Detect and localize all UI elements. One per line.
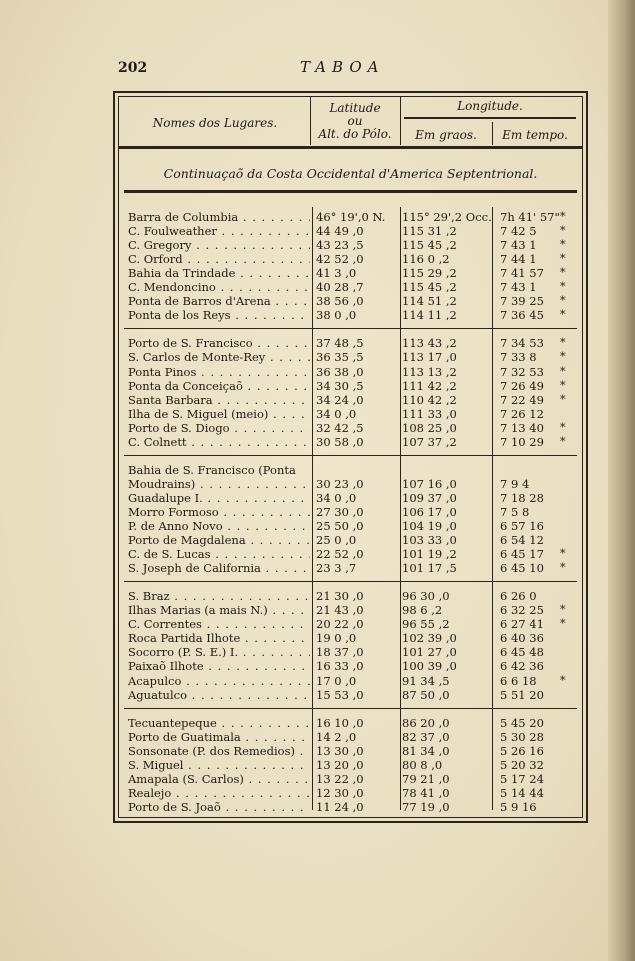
place-name: S. Miguel . . . — [128, 758, 310, 772]
longitude-time-cell: 7 32 53 — [500, 364, 544, 379]
longitude-time-cell: 7 36 45 — [500, 308, 544, 323]
longitude-degrees-cell: 81 34 ,0 — [402, 743, 450, 758]
star-mark: * — [560, 420, 566, 434]
star-mark: * — [560, 238, 566, 252]
latitude-cell: 38 56 ,0 — [316, 294, 364, 309]
longitude-degrees-cell: 115 29 ,2 — [402, 266, 457, 281]
place-name: Sonsonate (P. dos Remedios) . . . — [128, 744, 310, 758]
longitude-time-cell: 7 42 5 — [500, 224, 537, 239]
longitude-degrees-cell: 98 6 ,2 — [402, 603, 443, 618]
place-name: Ponta de Barros d'Arena . . . — [128, 294, 310, 308]
latitude-cell: 30 58 ,0 — [316, 434, 364, 449]
latitude-cell: 38 0 ,0 — [316, 308, 357, 323]
star-mark: * — [560, 547, 566, 561]
latitude-cell: 40 28 ,7 — [316, 280, 364, 295]
place-name: Bahia da Trindade . . . — [128, 266, 310, 280]
longitude-degrees-cell: 101 17 ,5 — [402, 561, 457, 576]
place-name: Roca Partida Ilhote . . . — [128, 631, 310, 645]
longitude-time-cell: 5 45 20 — [500, 715, 544, 730]
longitude-degrees-cell: 103 33 ,0 — [402, 533, 457, 548]
star-mark: * — [560, 378, 566, 392]
latitude-cell: 30 23 ,0 — [316, 476, 364, 491]
place-name: Barra de Columbia . . . — [128, 210, 310, 224]
longitude-time-cell: 5 51 20 — [500, 687, 544, 702]
star-mark: * — [560, 294, 566, 308]
star-mark: * — [560, 210, 566, 223]
longitude-degrees-cell: 78 41 ,0 — [402, 785, 450, 800]
latitude-cell: 34 0 ,0 — [316, 406, 357, 421]
longitude-degrees-cell: 114 51 ,2 — [402, 294, 457, 309]
place-name: Ilhas Marias (a mais N.) . . . — [128, 603, 310, 617]
place-name: Socorro (P. S. E.) I. . . . — [128, 645, 310, 659]
group-separator — [124, 581, 577, 582]
longitude-time-cell: 5 14 44 — [500, 785, 544, 800]
longitude-time-cell: 6 42 36 — [500, 659, 544, 674]
latitude-cell: 16 10 ,0 — [316, 715, 364, 730]
longitude-time-cell: 6 27 41 — [500, 617, 544, 632]
place-name: Ponta de los Reys . . . — [128, 308, 310, 322]
longitude-degrees-cell: 113 17 ,0 — [402, 350, 457, 365]
header-lat-1: Latitude — [329, 101, 381, 115]
latitude-cell: 13 20 ,0 — [316, 757, 364, 772]
longitude-time-cell: 7 43 1 — [500, 280, 537, 295]
place-name: S. Braz . . . — [128, 589, 310, 603]
group-separator — [124, 328, 577, 329]
table-frame-inner — [118, 96, 583, 818]
place-name: Amapala (S. Carlos) . . . — [128, 772, 310, 786]
star-mark: * — [560, 392, 566, 406]
place-name: Aguatulco . . . — [128, 688, 310, 702]
longitude-degrees-cell: 96 55 ,2 — [402, 617, 450, 632]
group-separator — [124, 708, 577, 709]
place-name: Ponta Pinos . . . — [128, 365, 310, 379]
longitude-degrees-cell: 109 37 ,0 — [402, 490, 457, 505]
longitude-time-cell: 7 43 1 — [500, 238, 537, 253]
header-lat-3: Alt. do Pólo. — [318, 127, 392, 141]
longitude-degrees-cell: 79 21 ,0 — [402, 771, 450, 786]
running-title: TABOA — [300, 58, 385, 76]
longitude-time-cell: 6 45 10 — [500, 561, 544, 576]
longitude-degrees-cell: 107 16 ,0 — [402, 476, 457, 491]
longitude-time-cell: 7 26 49 — [500, 378, 544, 393]
column-divider-lon — [400, 207, 401, 810]
latitude-cell: 19 0 ,0 — [316, 631, 357, 646]
latitude-cell: 14 2 ,0 — [316, 729, 357, 744]
book-gutter — [608, 0, 635, 961]
star-mark: * — [560, 224, 566, 238]
latitude-cell: 34 30 ,5 — [316, 378, 364, 393]
longitude-degrees-cell: 91 34 ,5 — [402, 673, 450, 688]
longitude-time-cell: 6 45 48 — [500, 645, 544, 660]
star-mark: * — [560, 364, 566, 378]
star-mark: * — [560, 308, 566, 322]
longitude-time-cell: 7 26 12 — [500, 406, 544, 421]
place-name: Tecuantepeque . . . — [128, 716, 310, 730]
header-divider-1 — [310, 97, 311, 145]
longitude-degrees-cell: 96 30 ,0 — [402, 589, 450, 604]
place-name: Realejo . . . — [128, 786, 310, 800]
longitude-time-cell: 6 40 36 — [500, 631, 544, 646]
latitude-cell: 25 50 ,0 — [316, 519, 364, 533]
longitude-degrees-cell: 113 43 ,2 — [402, 336, 457, 351]
latitude-cell: 43 23 ,5 — [316, 238, 364, 253]
group-separator — [124, 455, 577, 456]
longitude-time-cell: 7 10 29 — [500, 434, 544, 449]
longitude-degrees-cell: 101 27 ,0 — [402, 645, 457, 660]
longitude-degrees-cell: 87 50 ,0 — [402, 687, 450, 702]
latitude-cell: 18 37 ,0 — [316, 645, 364, 660]
latitude-cell: 22 52 ,0 — [316, 547, 364, 562]
longitude-degrees-cell: 116 0 ,2 — [402, 252, 450, 267]
place-name: C. Colnett . . . — [128, 435, 310, 449]
latitude-cell: 20 22 ,0 — [316, 617, 364, 632]
longitude-time-cell: 5 17 24 — [500, 771, 544, 786]
place-name: Ilha de S. Miguel (meio) . . . — [128, 407, 310, 421]
header-longitude: Longitude. — [457, 99, 523, 113]
place-name: Acapulco . . . — [128, 674, 310, 688]
longitude-degrees-cell: 110 42 ,2 — [402, 392, 457, 407]
latitude-cell: 25 0 ,0 — [316, 533, 357, 548]
latitude-cell: 42 52 ,0 — [316, 252, 364, 267]
header-divider-2 — [400, 97, 401, 145]
latitude-cell: 12 30 ,0 — [316, 785, 364, 800]
place-name: S. Joseph de California . . . — [128, 561, 310, 575]
latitude-cell: 23 3 ,7 — [316, 561, 357, 576]
place-name: C. Foulweather . . . — [128, 224, 310, 238]
longitude-degrees-cell: 111 42 ,2 — [402, 378, 457, 393]
longitude-degrees-cell: 113 13 ,2 — [402, 364, 457, 379]
longitude-time-cell: 5 9 16 — [500, 799, 537, 814]
longitude-degrees-cell: 115 31 ,2 — [402, 224, 457, 239]
column-divider-lat — [312, 207, 313, 810]
latitude-cell: 16 33 ,0 — [316, 659, 364, 674]
longitude-time-cell: 7 44 1 — [500, 252, 537, 267]
latitude-cell: 34 24 ,0 — [316, 392, 364, 407]
latitude-cell: 46° 19',0 N. — [316, 210, 386, 224]
place-name: Porto de Magdalena . . . — [128, 533, 310, 547]
longitude-time-cell: 7 39 25 — [500, 294, 544, 309]
longitude-degrees-cell: 115 45 ,2 — [402, 280, 457, 295]
latitude-cell: 15 53 ,0 — [316, 687, 364, 702]
latitude-cell: 34 0 ,0 — [316, 490, 357, 505]
header-time: Em tempo. — [502, 128, 568, 142]
longitude-time-cell: 6 57 16 — [500, 519, 544, 533]
column-divider-time — [492, 207, 493, 810]
longitude-degrees-cell: 107 37 ,2 — [402, 434, 457, 449]
latitude-cell: 11 24 ,0 — [316, 799, 364, 814]
header-names: Nomes dos Lugares. — [152, 116, 278, 130]
star-mark: * — [560, 350, 566, 364]
longitude-degrees-cell: 114 11 ,2 — [402, 308, 457, 323]
longitude-time-cell: 6 26 0 — [500, 589, 537, 604]
longitude-degrees-cell: 77 19 ,0 — [402, 799, 450, 814]
page-number: 202 — [118, 60, 148, 76]
star-mark: * — [560, 280, 566, 294]
header-lat-2: ou — [347, 114, 363, 128]
latitude-cell: 41 3 ,0 — [316, 266, 357, 281]
longitude-degrees-cell: 115 45 ,2 — [402, 238, 457, 253]
latitude-cell: 17 0 ,0 — [316, 673, 357, 688]
place-name: C. Correntes . . . — [128, 617, 310, 631]
header-degrees: Em graos. — [415, 128, 477, 142]
latitude-cell: 44 49 ,0 — [316, 224, 364, 239]
longitude-degrees-cell: 108 25 ,0 — [402, 420, 457, 435]
longitude-degrees-cell: 106 17 ,0 — [402, 504, 457, 519]
star-mark: * — [560, 434, 566, 448]
header-divider-3 — [492, 122, 493, 145]
longitude-time-cell: 5 26 16 — [500, 743, 544, 758]
star-mark: * — [560, 561, 566, 575]
continuation-heading: Continuaçaõ da Costa Occidental d'America Septentrional. — [163, 166, 538, 181]
place-name: Moudrains) . . . — [128, 477, 310, 491]
longitude-time-cell: 7 18 28 — [500, 490, 544, 505]
header-rule — [119, 146, 582, 149]
star-mark: * — [560, 603, 566, 617]
place-name: Ponta da Conceiçaõ . . . — [128, 379, 310, 393]
longitude-time-cell: 6 32 25 — [500, 603, 544, 618]
place-name: C. de S. Lucas . . . — [128, 547, 310, 561]
latitude-cell: 32 42 ,5 — [316, 420, 364, 435]
longitude-degrees-cell: 111 33 ,0 — [402, 406, 457, 421]
latitude-cell: 27 30 ,0 — [316, 504, 364, 519]
longitude-time-cell: 7 33 8 — [500, 350, 537, 365]
latitude-cell: 36 38 ,0 — [316, 364, 364, 379]
longitude-degrees-cell: 86 20 ,0 — [402, 715, 450, 730]
latitude-cell: 37 48 ,5 — [316, 336, 364, 351]
longitude-time-cell: 6 6 18 — [500, 673, 537, 688]
longitude-time-cell: 5 30 28 — [500, 729, 544, 744]
longitude-time-cell: 6 45 17 — [500, 547, 544, 562]
longitude-time-cell: 7h 41' 57" — [500, 210, 560, 224]
place-name: Paixaõ Ilhote . . . — [128, 659, 310, 673]
star-mark: * — [560, 673, 566, 687]
longitude-degrees-cell: 101 19 ,2 — [402, 547, 457, 562]
place-name: Guadalupe I. . . . — [128, 491, 310, 505]
longitude-time-cell: 7 9 4 — [500, 476, 530, 491]
longitude-time-cell: 5 20 32 — [500, 757, 544, 772]
place-name: Porto de S. Joaõ . . . — [128, 800, 310, 814]
place-name: C. Orford . . . — [128, 252, 310, 266]
place-name: Porto de Guatimala . . . — [128, 730, 310, 744]
longitude-time-cell: 7 5 8 — [500, 504, 530, 519]
longitude-time-cell: 7 41 57 — [500, 266, 544, 281]
longitude-degrees-cell: 82 37 ,0 — [402, 729, 450, 744]
place-name: Porto de S. Francisco . . . — [128, 336, 310, 350]
longitude-degrees-cell: 115° 29',2 Occ. — [402, 210, 492, 224]
longitude-degrees-cell: 80 8 ,0 — [402, 757, 443, 772]
longitude-degrees-cell: 104 19 ,0 — [402, 519, 457, 533]
place-name: Porto de S. Diogo . . . — [128, 421, 310, 435]
place-name: Santa Barbara . . . — [128, 393, 310, 407]
longitude-degrees-cell: 102 39 ,0 — [402, 631, 457, 646]
longitude-time-cell: 7 34 53 — [500, 336, 544, 351]
longitude-time-cell: 7 22 49 — [500, 392, 544, 407]
place-name: S. Carlos de Monte-Rey . . . — [128, 350, 310, 364]
place-name: P. de Anno Novo . . . — [128, 519, 310, 533]
latitude-cell: 36 35 ,5 — [316, 350, 364, 365]
latitude-cell: 21 30 ,0 — [316, 589, 364, 604]
star-mark: * — [560, 252, 566, 266]
latitude-cell: 21 43 ,0 — [316, 603, 364, 618]
star-mark: * — [560, 336, 566, 350]
place-name: Morro Formoso . . . — [128, 505, 310, 519]
longitude-time-cell: 7 13 40 — [500, 420, 544, 435]
star-mark: * — [560, 617, 566, 631]
latitude-cell: 13 30 ,0 — [316, 743, 364, 758]
place-name: Bahia de S. Francisco (Ponta — [128, 462, 296, 477]
longitude-degrees-cell: 100 39 ,0 — [402, 659, 457, 674]
latitude-cell: 13 22 ,0 — [316, 771, 364, 786]
place-name: C. Mendoncino . . . — [128, 280, 310, 294]
longitude-time-cell: 6 54 12 — [500, 533, 544, 548]
place-name: C. Gregory . . . — [128, 238, 310, 252]
star-mark: * — [560, 266, 566, 280]
continuation-rule — [124, 190, 577, 193]
longitude-brace — [404, 117, 576, 119]
